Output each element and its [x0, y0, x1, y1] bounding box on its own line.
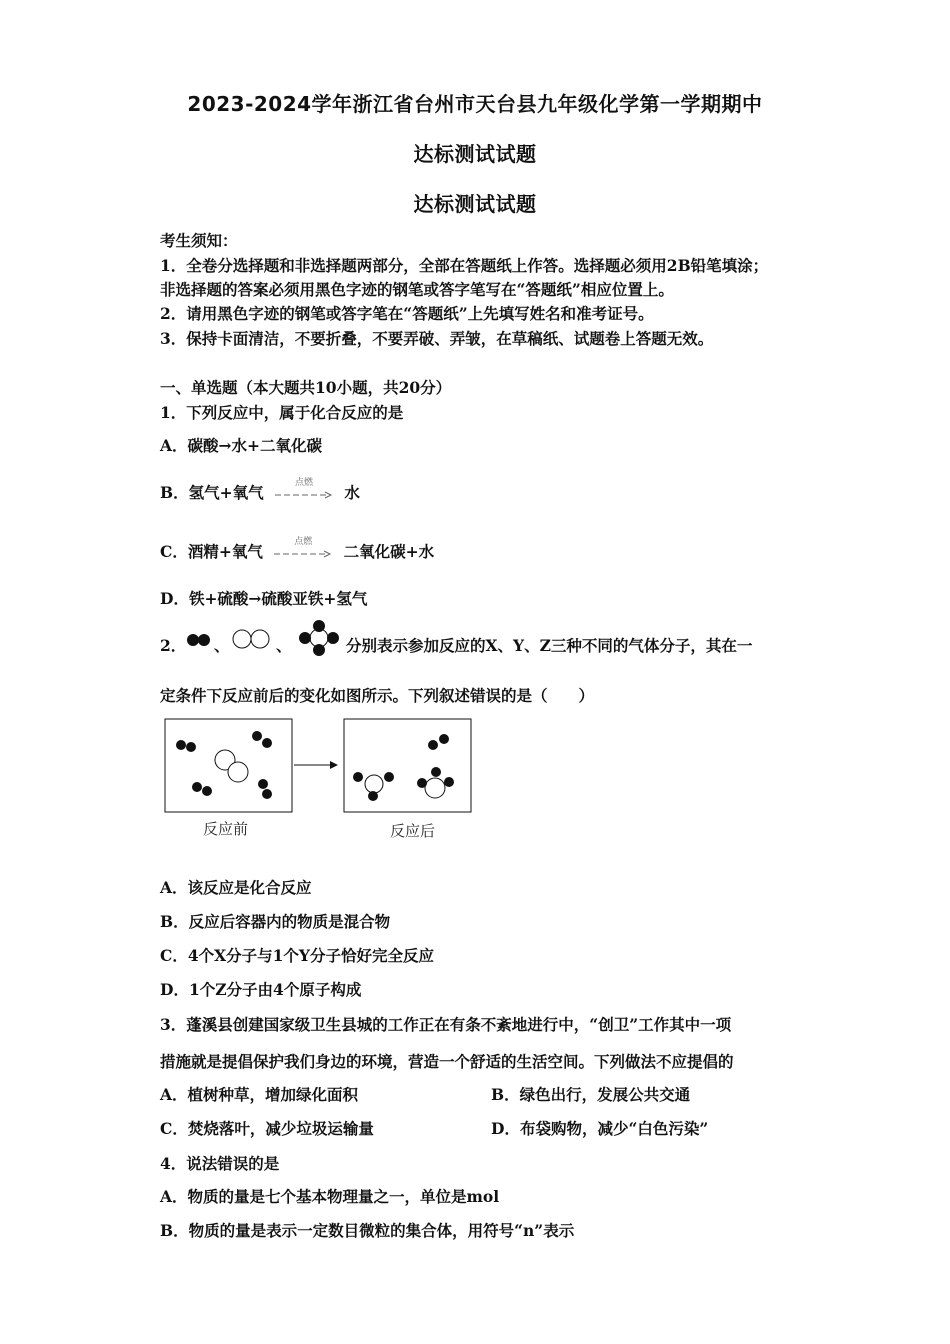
after-container	[344, 719, 471, 812]
arrow-icon	[272, 549, 334, 559]
q1-option-d: D．铁+硫酸→硫酸亚铁+氢气	[160, 589, 368, 608]
q1-option-b-product: 水	[344, 483, 360, 502]
q4-option-b: B．物质的量是表示一定数目微粒的集合体，用符号“n”表示	[160, 1221, 575, 1240]
q2-stem-line2: 定条件下反应前后的变化如图所示。下列叙述错误的是（ ）	[160, 686, 595, 705]
ignite-condition: 点燃	[294, 537, 313, 547]
label-after-reaction: 反应后	[390, 822, 436, 840]
q3-option-c: C．焚烧落叶，减少垃圾运输量	[160, 1119, 374, 1138]
notice-item-2: 2．请用黑色字迹的钢笔或答字笔在“答题纸”上先填写姓名和准考证号。	[160, 304, 654, 323]
q3-option-a: A．植树种草，增加绿化面积	[160, 1085, 359, 1104]
q2-option-b: B．反应后容器内的物质是混合物	[160, 912, 391, 931]
q3-option-b: B．绿色出行，发展公共交通	[491, 1085, 691, 1104]
q1-option-b	[160, 478, 360, 504]
q2-number: 2．	[160, 636, 187, 655]
molecule-y-icon	[230, 628, 274, 650]
exam-title-line2: 达标测试试题	[413, 142, 537, 166]
ignite-arrow	[273, 478, 335, 504]
notice-item-1a: 1．全卷分选择题和非选择题两部分，全部在答题纸上作答。选择题必须用2B铅笔填涂；	[160, 256, 769, 275]
exam-title-line1: 2023-2024学年浙江省台州市天台县九年级化学第一学期期中	[187, 92, 763, 116]
q2-stem-rest: 分别表示参加反应的X、Y、Z三种不同的气体分子，其在一	[346, 636, 753, 655]
q1-option-a: A．碳酸→水+二氧化碳	[160, 436, 323, 455]
q1-option-c	[160, 537, 435, 563]
q3-stem-line1: 3．蓬溪县创建国家级卫生县城的工作正在有条不紊地进行中，“创卫”工作其中一项	[160, 1015, 732, 1034]
q2-option-c: C．4个X分子与1个Y分子恰好完全反应	[160, 946, 434, 965]
q1-stem: 1．下列反应中，属于化合反应的是	[160, 403, 404, 422]
ignite-condition: 点燃	[294, 478, 313, 488]
q3-stem-line2: 措施就是提倡保护我们身边的环境，营造一个舒适的生活空间。下列做法不应提倡的	[160, 1052, 734, 1071]
arrow-icon	[273, 490, 335, 500]
q4-option-a: A．物质的量是七个基本物理量之一，单位是mol	[160, 1187, 500, 1206]
molecule-z-icon	[294, 620, 344, 658]
ignite-arrow	[272, 537, 334, 563]
molecule-x-icon	[186, 632, 212, 648]
q1-option-c-products: 二氧化碳+水	[343, 542, 435, 561]
label-before-reaction: 反应前	[203, 820, 249, 838]
q2-option-d: D．1个Z分子由4个原子构成	[160, 980, 362, 999]
exam-title-line3: 达标测试试题	[413, 192, 537, 216]
section1-heading: 一、单选题（本大题共10小题，共20分）	[160, 378, 452, 397]
notice-item-3: 3．保持卡面清洁，不要折叠，不要弄破、弄皱，在草稿纸、试题卷上答题无效。	[160, 329, 714, 348]
notice-item-1b: 非选择题的答案必须用黑色字迹的钢笔或答字笔写在“答题纸”相应位置上。	[160, 280, 674, 299]
q1-option-c-reactants: C．酒精+氧气	[160, 542, 263, 561]
notice-heading: 考生须知：	[160, 231, 238, 250]
exam-page: 2023-2024学年浙江省台州市天台县九年级化学第一学期期中 达标测试试题 达标测试试题 考生须知： 1．全卷分选择题和非选择题两部分，全部在答题纸上作答。选择题必须用2B铅笔填涂； 非选择题的答案必须用黑色字迹的钢笔或答字笔写在“答题纸”相应位置上。 2．请用黑色字迹的钢笔或答字笔在“答题纸”上先填写姓名和准考证号。 3．保持卡面清洁，不要折叠，不要弄破、弄皱，在草稿纸、试题卷上答题无效。 一、单选题（本大题共10小题，共20分） 1．下列反应中，属于化合反应的是 A．碳酸→水+二氧化碳 B．氢气+氧气 点燃 水 C．酒精+氧气 点燃 二氧化碳+水 D．铁+硫酸→硫酸亚铁+氢气 2． 、 、 分别表示参加反应的X、Y、Z三种不同的气体分子，其在一 定条件下反应前后的变化如图所示。下列叙述错误的是（ ） 反应前 反应后 A．该反应是化合反应 B．反应后容器内的物质是混合物 C．4个X分子与1个Y分子恰好完全反应 D．1个Z分子由4个原子构成 3．蓬溪县创建国家级卫生县城的工作正在有条不紊地进行中，“创卫”工作其中一项 措施就是提倡保护我们身边的环境，营造一个舒适的生活空间。下列做法不应提倡的 A．植树种草，增加绿化面积 B．绿色出行，发展公共交通 C．焚烧落叶，减少垃圾运输量 D．布袋购物，减少“白色污染” 4．说法错误的是 A．物质的量是七个基本物理量之一，单位是mol B．物质的量是表示一定数目微粒的集合体，用符号“n”表示	[0, 0, 950, 1344]
q3-option-d: D．布袋购物，减少“白色污染”	[491, 1119, 709, 1138]
q4-stem: 4．说法错误的是	[160, 1154, 280, 1173]
reaction-diagram	[160, 716, 480, 816]
q2-option-a: A．该反应是化合反应	[160, 878, 312, 897]
q1-option-b-reactants: B．氢气+氧气	[160, 483, 264, 502]
